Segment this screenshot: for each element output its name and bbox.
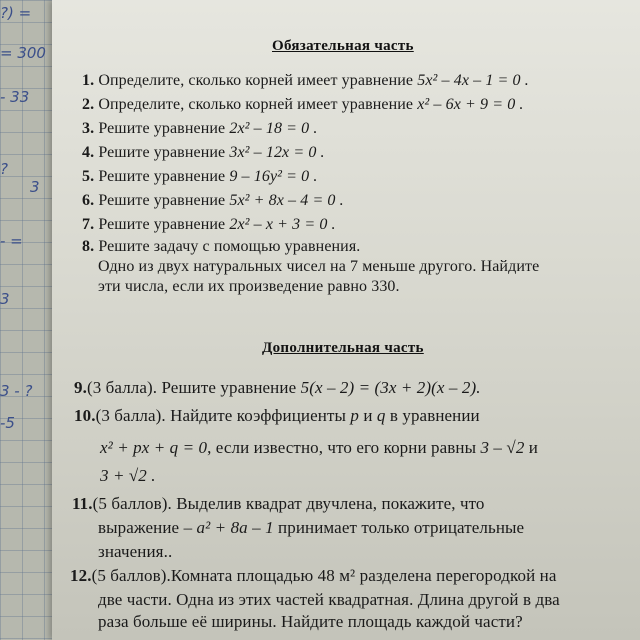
task-10-condition (100, 438, 538, 458)
scribble: 3 (0, 290, 10, 308)
task-12-condition: две части. Одна из этих частей квадратная. Длина другой в два (98, 590, 560, 609)
task-number: 1. (82, 72, 95, 89)
task-number: 6. (82, 192, 95, 209)
task-equation: 5(x – 2) = (3x + 2)(x – 2). (300, 378, 481, 397)
scribble: - 33 (0, 88, 30, 106)
root-value: 3 + √2 . (100, 466, 156, 485)
task-8-condition: эти числа, если их произведение равно 330. (98, 278, 400, 295)
task-equation: 3x² – 12x = 0 . (229, 144, 325, 161)
task-text: и (528, 438, 538, 457)
task-8-condition: Одно из двух натуральных чисел на 7 меньше другого. Найдите (98, 258, 540, 275)
task-expression: – a² + 8a – 1 (183, 518, 274, 537)
root-value: 3 – √2 (480, 438, 525, 457)
task-11 (72, 494, 485, 514)
task-text: (5 баллов). Выделив квадрат двучлена, покажите, что (92, 494, 485, 513)
scribble: 3 (30, 178, 40, 196)
task-number: 7. (82, 216, 95, 233)
task-4 (82, 144, 325, 162)
task-number: 4. (82, 144, 95, 161)
task-8 (82, 238, 360, 256)
task-equation: 5x² + 8x – 4 = 0 . (229, 192, 344, 209)
task-equation: 5x² – 4x – 1 = 0 . (417, 72, 529, 89)
task-number: 12. (70, 566, 92, 585)
task-7 (82, 216, 336, 234)
task-text: , если известно, что его корни равны (207, 438, 477, 457)
task-text: Решите уравнение (98, 168, 226, 185)
task-number: 11. (72, 494, 93, 513)
task-number: 3. (82, 120, 95, 137)
task-equation: 2x² – 18 = 0 . (229, 120, 318, 137)
task-11-condition (98, 518, 524, 538)
task-9 (74, 378, 481, 398)
task-6 (82, 192, 344, 210)
scribble: - = (0, 232, 23, 250)
scribble: ? (0, 160, 8, 178)
task-text: и (363, 406, 373, 425)
task-10 (74, 406, 480, 426)
task-10-root (100, 466, 156, 486)
task-text: Решите уравнение (98, 192, 226, 209)
scribble: -5 (0, 414, 15, 432)
task-1 (82, 72, 529, 90)
extra-part-heading: Дополнительная часть (262, 340, 424, 356)
task-text: Решите уравнение (98, 216, 226, 233)
task-5 (82, 168, 317, 186)
task-12-question: раза больше её ширины. Найдите площадь каждой части? (98, 612, 523, 631)
task-text: (5 баллов).Комната площадью 48 м² разделена перегородкой на (91, 566, 557, 585)
required-part-heading: Обязательная часть (272, 38, 414, 54)
scribble: = 300 (0, 44, 46, 62)
task-3 (82, 120, 317, 138)
task-text: в уравнении (389, 406, 480, 425)
task-text: (3 балла). Решите уравнение (86, 378, 297, 397)
task-11-end: значения.. (98, 542, 173, 561)
scribble: ?) = (0, 4, 32, 22)
task-equation: x² + px + q = 0 (100, 438, 208, 457)
task-number: 10. (74, 406, 96, 425)
scribble: 3 - ? (0, 382, 33, 400)
task-12 (70, 566, 556, 586)
task-equation: x² – 6x + 9 = 0 . (417, 96, 524, 113)
task-number: 8. (82, 238, 95, 255)
task-text: Решите уравнение (98, 144, 226, 161)
task-text: Решите задачу с помощью уравнения. (98, 238, 361, 255)
variable-q: q (376, 406, 386, 425)
task-text: выражение (98, 518, 180, 537)
task-number: 2. (82, 96, 95, 113)
variable-p: p (350, 406, 359, 425)
task-text: Определите, сколько корней имеет уравнение (98, 72, 414, 89)
task-2 (82, 96, 524, 114)
task-text: Определите, сколько корней имеет уравнение (98, 96, 414, 113)
task-number: 9. (74, 378, 87, 397)
task-equation: 9 – 16y² = 0 . (229, 168, 318, 185)
task-text: принимает только отрицательные (278, 518, 525, 537)
task-text: Решите уравнение (98, 120, 226, 137)
task-text: (3 балла). Найдите коэффициенты (95, 406, 347, 425)
task-equation: 2x² – x + 3 = 0 . (229, 216, 336, 233)
task-number: 5. (82, 168, 95, 185)
